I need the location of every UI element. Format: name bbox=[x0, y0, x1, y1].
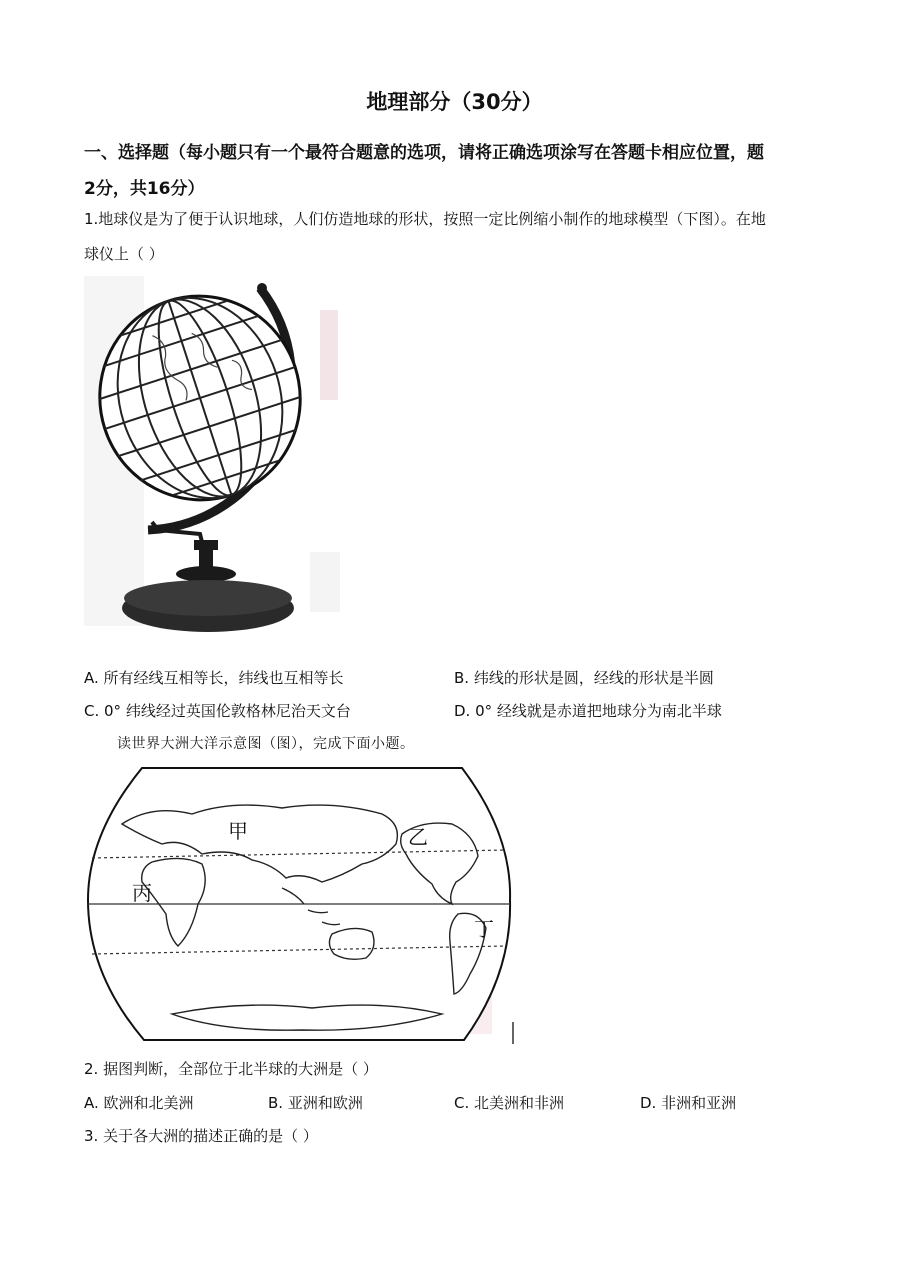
question-1-option-a: A. 所有经线互相等长，纬线也互相等长 bbox=[84, 669, 344, 687]
question-1-stem-cont: 球仪上（ ） bbox=[84, 245, 164, 263]
map-label-bing: 丙 bbox=[132, 881, 152, 905]
question-2-option-c: C. 北美洲和非洲 bbox=[454, 1094, 565, 1112]
map-label-yi: 乙 bbox=[408, 825, 428, 849]
question-2-option-b: B. 亚洲和欧洲 bbox=[268, 1094, 363, 1112]
map-label-jia: 甲 bbox=[228, 819, 248, 843]
section-heading: 一、选择题（每小题只有一个最符合题意的选项，请将正确选项涂写在答题卡相应位置，题 bbox=[84, 143, 764, 163]
page-title: 地理部分（30分） bbox=[366, 90, 543, 114]
question-1-option-b: B. 纬线的形状是圆，经线的形状是半圆 bbox=[454, 669, 714, 687]
question-1-option-c: C. 0° 纬线经过英国伦敦格林尼治天文台 bbox=[84, 702, 351, 720]
question-3-stem: 3. 关于各大洲的描述正确的是（ ） bbox=[84, 1127, 318, 1145]
map-label-ding: 丁 bbox=[474, 917, 494, 941]
question-2-stem: 2. 据图判断，全部位于北半球的大洲是（ ） bbox=[84, 1060, 378, 1078]
map-intro-text: 读世界大洲大洋示意图（图），完成下面小题。 bbox=[117, 736, 415, 752]
globe-figure bbox=[82, 272, 367, 640]
question-1-stem: 1.地球仪是为了便于认识地球，人们仿造地球的形状，按照一定比例缩小制作的地球模型（下图）。在地 bbox=[84, 210, 766, 228]
section-heading-cont: 2分，共16分） bbox=[84, 179, 205, 199]
question-2-option-a: A. 欧洲和北美洲 bbox=[84, 1094, 194, 1112]
question-2-option-d: D. 非洲和亚洲 bbox=[640, 1094, 737, 1112]
question-1-option-d: D. 0° 经线就是赤道把地球分为南北半球 bbox=[454, 702, 722, 720]
world-map-figure bbox=[82, 764, 514, 1046]
